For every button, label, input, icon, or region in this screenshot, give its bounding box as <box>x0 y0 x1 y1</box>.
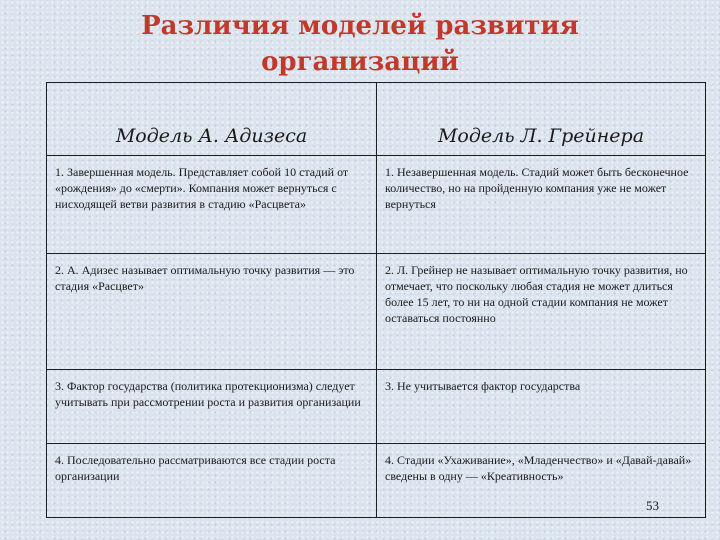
table-cell-adizes: 1. Завершенная модель. Представляет собой 10 стадий от «рождения» до «смерти». Компания может вернуться с нисходящей ветви развития в стадию «Расцвета» <box>47 156 377 254</box>
table-row <box>47 444 706 518</box>
slide-title <box>0 8 720 80</box>
table-cell-adizes: 4. Последовательно рассматриваются все стадии роста организации <box>47 444 377 518</box>
table-cell-greiner: 4. Стадии «Ухаживание», «Младенчество» и «Давай-давай» сведены в одну — «Креативность» <box>377 444 706 518</box>
table-row <box>47 156 706 254</box>
table-cell-adizes: 3. Фактор государства (политика протекционизма) следует учитывать при рассмотрении роста и развития организации <box>47 370 377 444</box>
page-number: 53 <box>646 498 659 513</box>
table-cell-greiner: 2. Л. Грейнер не называет оптимальную точку развития, но отмечает, что поскольку любая стадия не может длиться более 15 лет, то ни на одной стадии компания не может оставаться постоянно <box>377 254 706 370</box>
table-row <box>47 370 706 444</box>
header-greiner-model: Модель Л. Грейнера <box>377 83 706 156</box>
header-adizes-model: Модель А. Адизеса <box>47 83 377 156</box>
slide-title-line2: организаций <box>261 47 459 77</box>
table-header-row <box>47 83 706 156</box>
table-row <box>47 254 706 370</box>
comparison-table <box>46 82 706 518</box>
table-cell-adizes: 2. А. Адизес называет оптимальную точку развития — это стадия «Расцвет» <box>47 254 377 370</box>
table-cell-greiner: 3. Не учитывается фактор государства <box>377 370 706 444</box>
table-cell-greiner: 1. Незавершенная модель. Стадий может быть бесконечное количество, но на пройденную компания уже не может вернуться <box>377 156 706 254</box>
slide-title-line1: Различия моделей развития <box>141 11 579 41</box>
